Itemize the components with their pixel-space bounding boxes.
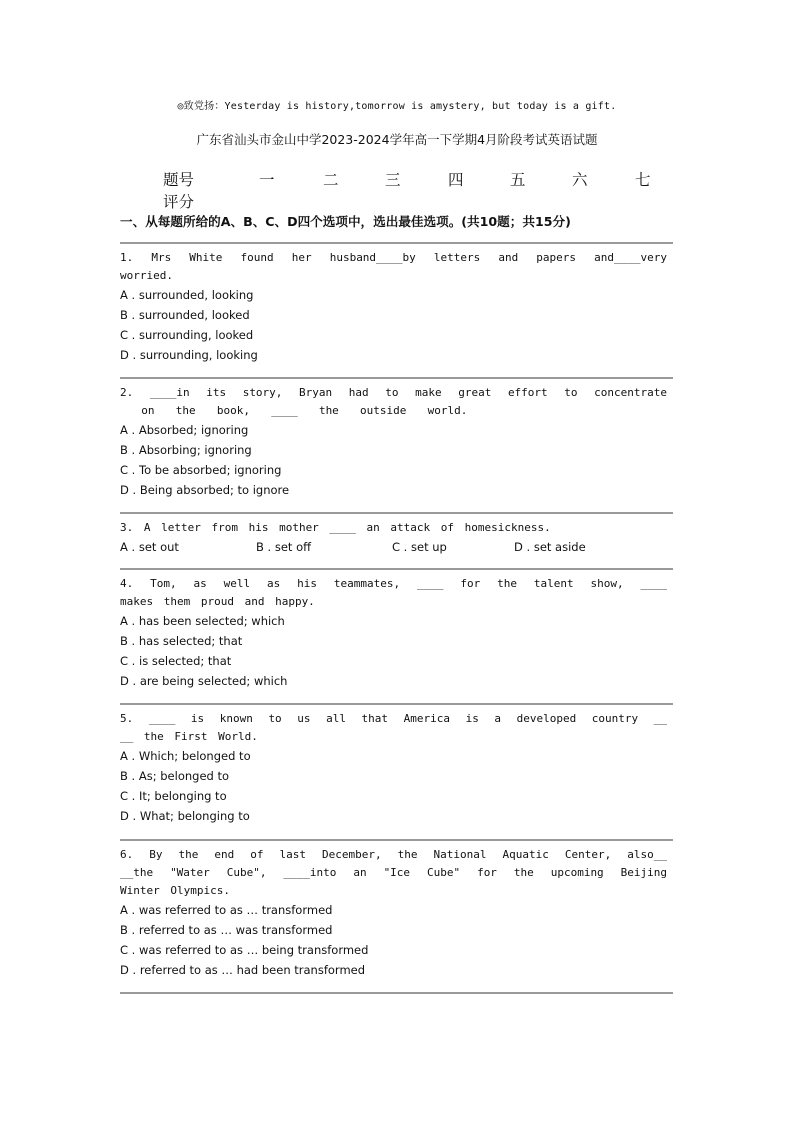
option-b: B . surrounded, looked xyxy=(120,308,250,322)
motto-line: ◎致党扬：Yesterday is history,tomorrow is amystery, but today is a gift. xyxy=(177,101,617,112)
divider xyxy=(120,839,673,841)
option-b: B . As; belonged to xyxy=(120,769,230,783)
score-table-score-row xyxy=(163,190,194,212)
option-c: C . To be absorbed; ignoring xyxy=(120,463,282,477)
option-d: D . What; belonging to xyxy=(120,809,250,823)
divider xyxy=(120,512,673,514)
divider xyxy=(120,703,673,705)
option-d: D . Being absorbed; to ignore xyxy=(120,483,290,497)
question-stem: 6. By the end of last December, the National Aquatic Center, also__ xyxy=(120,848,667,861)
score-col-1: 一 xyxy=(259,171,275,189)
question-stem: 3. A letter from his mother ____ an attack of homesickness. xyxy=(120,521,551,534)
question-6 xyxy=(120,846,667,980)
option-c: C . surrounding, looked xyxy=(120,328,254,342)
score-label: 评分 xyxy=(163,193,195,211)
question-stem: makes them proud and happy. xyxy=(120,595,315,608)
question-stem: 2. ____in its story, Bryan had to make great effort to concentrate xyxy=(120,386,667,399)
option-c: C . set up xyxy=(392,540,447,554)
question-stem: worried. xyxy=(120,269,173,282)
question-1 xyxy=(120,249,667,365)
option-b: B . has selected; that xyxy=(120,634,243,648)
option-c: C . was referred to as … being transformed xyxy=(120,943,369,957)
option-b: B . Absorbing; ignoring xyxy=(120,443,252,457)
question-stem: 1. Mrs White found her husband____by letters and papers and____very xyxy=(120,251,667,264)
score-col-6: 六 xyxy=(572,171,588,189)
question-stem: 4. Tom, as well as his teammates, ____ for the talent show, ____ xyxy=(120,577,667,590)
exam-title: 广东省汕头市金山中学2023-2024学年高一下学期4月阶段考试英语试题 xyxy=(196,132,598,147)
score-col-5: 五 xyxy=(510,171,526,189)
divider xyxy=(120,242,673,244)
option-b: B . referred to as … was transformed xyxy=(120,923,333,937)
option-d: D . referred to as … had been transformed xyxy=(120,963,366,977)
score-col-7: 七 xyxy=(635,171,651,189)
score-row-label: 题号 xyxy=(163,171,195,189)
option-a: A . has been selected; which xyxy=(120,614,285,628)
option-a: A . Absorbed; ignoring xyxy=(120,423,249,437)
option-b: B . set off xyxy=(256,540,312,554)
section-heading: 一、从每题所给的A、B、C、D四个选项中，选出最佳选项。(共10题；共15分) xyxy=(120,214,571,229)
question-stem: Winter Olympics. xyxy=(120,884,230,897)
option-a: A . Which; belonged to xyxy=(120,749,251,763)
score-col-4: 四 xyxy=(448,171,464,189)
option-d: D . surrounding, looking xyxy=(120,348,258,362)
option-c: C . It; belonging to xyxy=(120,789,227,803)
divider xyxy=(120,568,673,570)
question-stem: __the "Water Cube", ____into an "Ice Cube" for the upcoming Beijing xyxy=(120,866,667,879)
question-2 xyxy=(120,384,667,500)
question-5 xyxy=(120,710,667,826)
question-stem: on the book, ____ the outside world. xyxy=(120,404,468,417)
option-a: A . was referred to as … transformed xyxy=(120,903,333,917)
option-c: C . is selected; that xyxy=(120,654,232,668)
score-col-2: 二 xyxy=(323,171,339,189)
option-a: A . set out xyxy=(120,540,179,554)
option-a: A . surrounded, looking xyxy=(120,288,254,302)
question-4 xyxy=(120,575,667,691)
divider xyxy=(120,992,673,994)
option-d: D . set aside xyxy=(514,540,586,554)
score-col-3: 三 xyxy=(385,171,401,189)
option-d: D . are being selected; which xyxy=(120,674,288,688)
options-row xyxy=(120,537,667,557)
question-stem: 5. ____ is known to us all that America is a developed country __ xyxy=(120,712,667,725)
divider xyxy=(120,377,673,379)
question-stem: __ the First World. xyxy=(120,730,258,743)
question-3 xyxy=(120,519,667,557)
